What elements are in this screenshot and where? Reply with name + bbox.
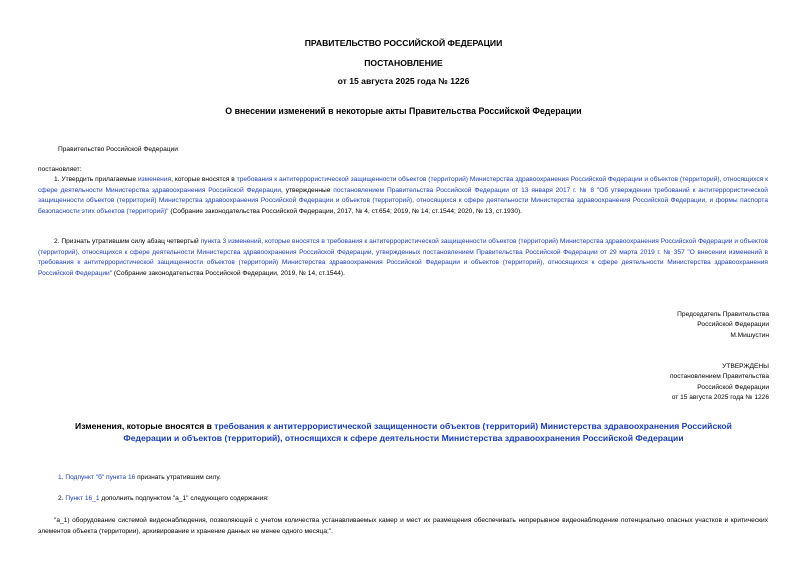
item-2 <box>58 494 758 505</box>
org-heading: ПРАВИТЕЛЬСТВО РОССИЙСКОЙ ФЕДЕРАЦИИ <box>304 38 503 48</box>
signature-name: М.Мишустин <box>730 331 769 339</box>
changes-title-link[interactable]: требования к антитеррористической защищенности объектов (территорий) Министерства здравоохранения Российской Федерации и объектов (территорий), относящихся к сфере деятельности Министерства здравоохранения Российской Федерации <box>123 421 732 444</box>
decrees-line: постановляет: <box>38 166 82 173</box>
doctype-heading: ПОСТАНОВЛЕНИЕ <box>364 58 443 68</box>
p1-text-b: , которые вносятся в <box>171 176 237 183</box>
signature-block <box>677 310 769 341</box>
item1-link[interactable]: 1. Подпункт "б" пункта 16 <box>58 474 136 481</box>
signature-org: Российской Федерации <box>697 321 769 329</box>
item2-num: 2. <box>58 495 66 502</box>
p1-text-a: 1. Утвердить прилагаемые <box>54 176 138 183</box>
changes-title <box>60 420 747 445</box>
paragraph-2 <box>38 237 768 279</box>
item-1 <box>58 473 758 484</box>
paragraph-1 <box>38 175 768 217</box>
p1-link-changes[interactable]: изменения <box>137 176 172 183</box>
p1-text-d: (Собрание законодательства Российской Федерации, 2017, № 4, ст.654; 2019, № 14, ст.1544; 2020, № 13, ст.1930). <box>168 207 523 215</box>
government-line: Правительство Российской Федерации <box>58 146 178 153</box>
p1-link-decree[interactable]: постановлением Правительства Российской Федерации от 13 января 2017 г. № 8 "Об утверждении требований к антитеррористической защищенности объектов (территорий) Министерства здравоохранения Российской Федерации и объектов (территорий), относящихся к сфере деятельности Министерства здравоохранения Российской Федерации, и формы паспорта безопасности этих объектов (территорий)" <box>38 186 768 215</box>
p1-text-c: , утвержденные <box>281 186 334 194</box>
p1-link-requirements[interactable]: требования к антитеррористической защищенности объектов (территорий) Министерства здравоохранения Российской Федерации и объектов (территорий), относящихся к сфере деятельности Министерства здравоохранения Российской Федерации <box>38 176 768 194</box>
approval-label: УТВЕРЖДЕНЫ <box>722 363 769 370</box>
quoted-subparagraph: "а_1) оборудование системой видеонаблюдения, позволяющей с учетом количества устанавливаемых камер и мест их размещения обеспечивать непрерывное видеонаблюдение потенциально опасных участков и критических элементов объекта (территории), архивирование и хранение данных не менее одного месяца;". <box>38 517 768 535</box>
item2-link[interactable]: Пункт 16_1 <box>65 495 100 502</box>
decree-date: от 15 августа 2025 года № 1226 <box>337 76 470 86</box>
p2-link-changes[interactable]: пункта 3 изменений, которые вносятся в требования к антитеррористической защищенности объектов (территорий) Министерства здравоохранения Российской Федерации и объектов (территорий), относящихся к сфере деятельности Министерства здравоохранения Российской Федерации, утвержденных постановлением Правительства Российской Федерации от 29 марта 2019 г. № 357 "О внесении изменений в требования к антитеррористической защищенности объектов (территорий) Министерства здравоохранения Российской Федерации и объектов (территорий), относящихся к сфере деятельности Министерства здравоохранения Российской Федерации" <box>38 238 768 277</box>
approval-date: от 15 августа 2025 года № 1226 <box>671 394 769 402</box>
item1-text: признать утратившим силу. <box>135 474 221 481</box>
decree-title: О внесении изменений в некоторые акты Правительства Российской Федерации <box>225 106 582 116</box>
p2-text-a: 2. Признать утратившим силу абзац четвертый <box>54 238 201 245</box>
item2-text: дополнить подпунктом "а_1" следующего содержания: <box>99 495 269 502</box>
approval-block <box>670 362 769 404</box>
p2-text-b: (Собрание законодательства Российской Федерации, 2019, № 14, ст.1544). <box>112 269 345 277</box>
signature-position: Председатель Правительства <box>677 311 769 318</box>
changes-title-text: Изменения, которые вносятся в <box>75 421 215 431</box>
approval-org: Российской Федерации <box>697 383 769 391</box>
approval-by: постановлением Правительства <box>669 373 769 381</box>
